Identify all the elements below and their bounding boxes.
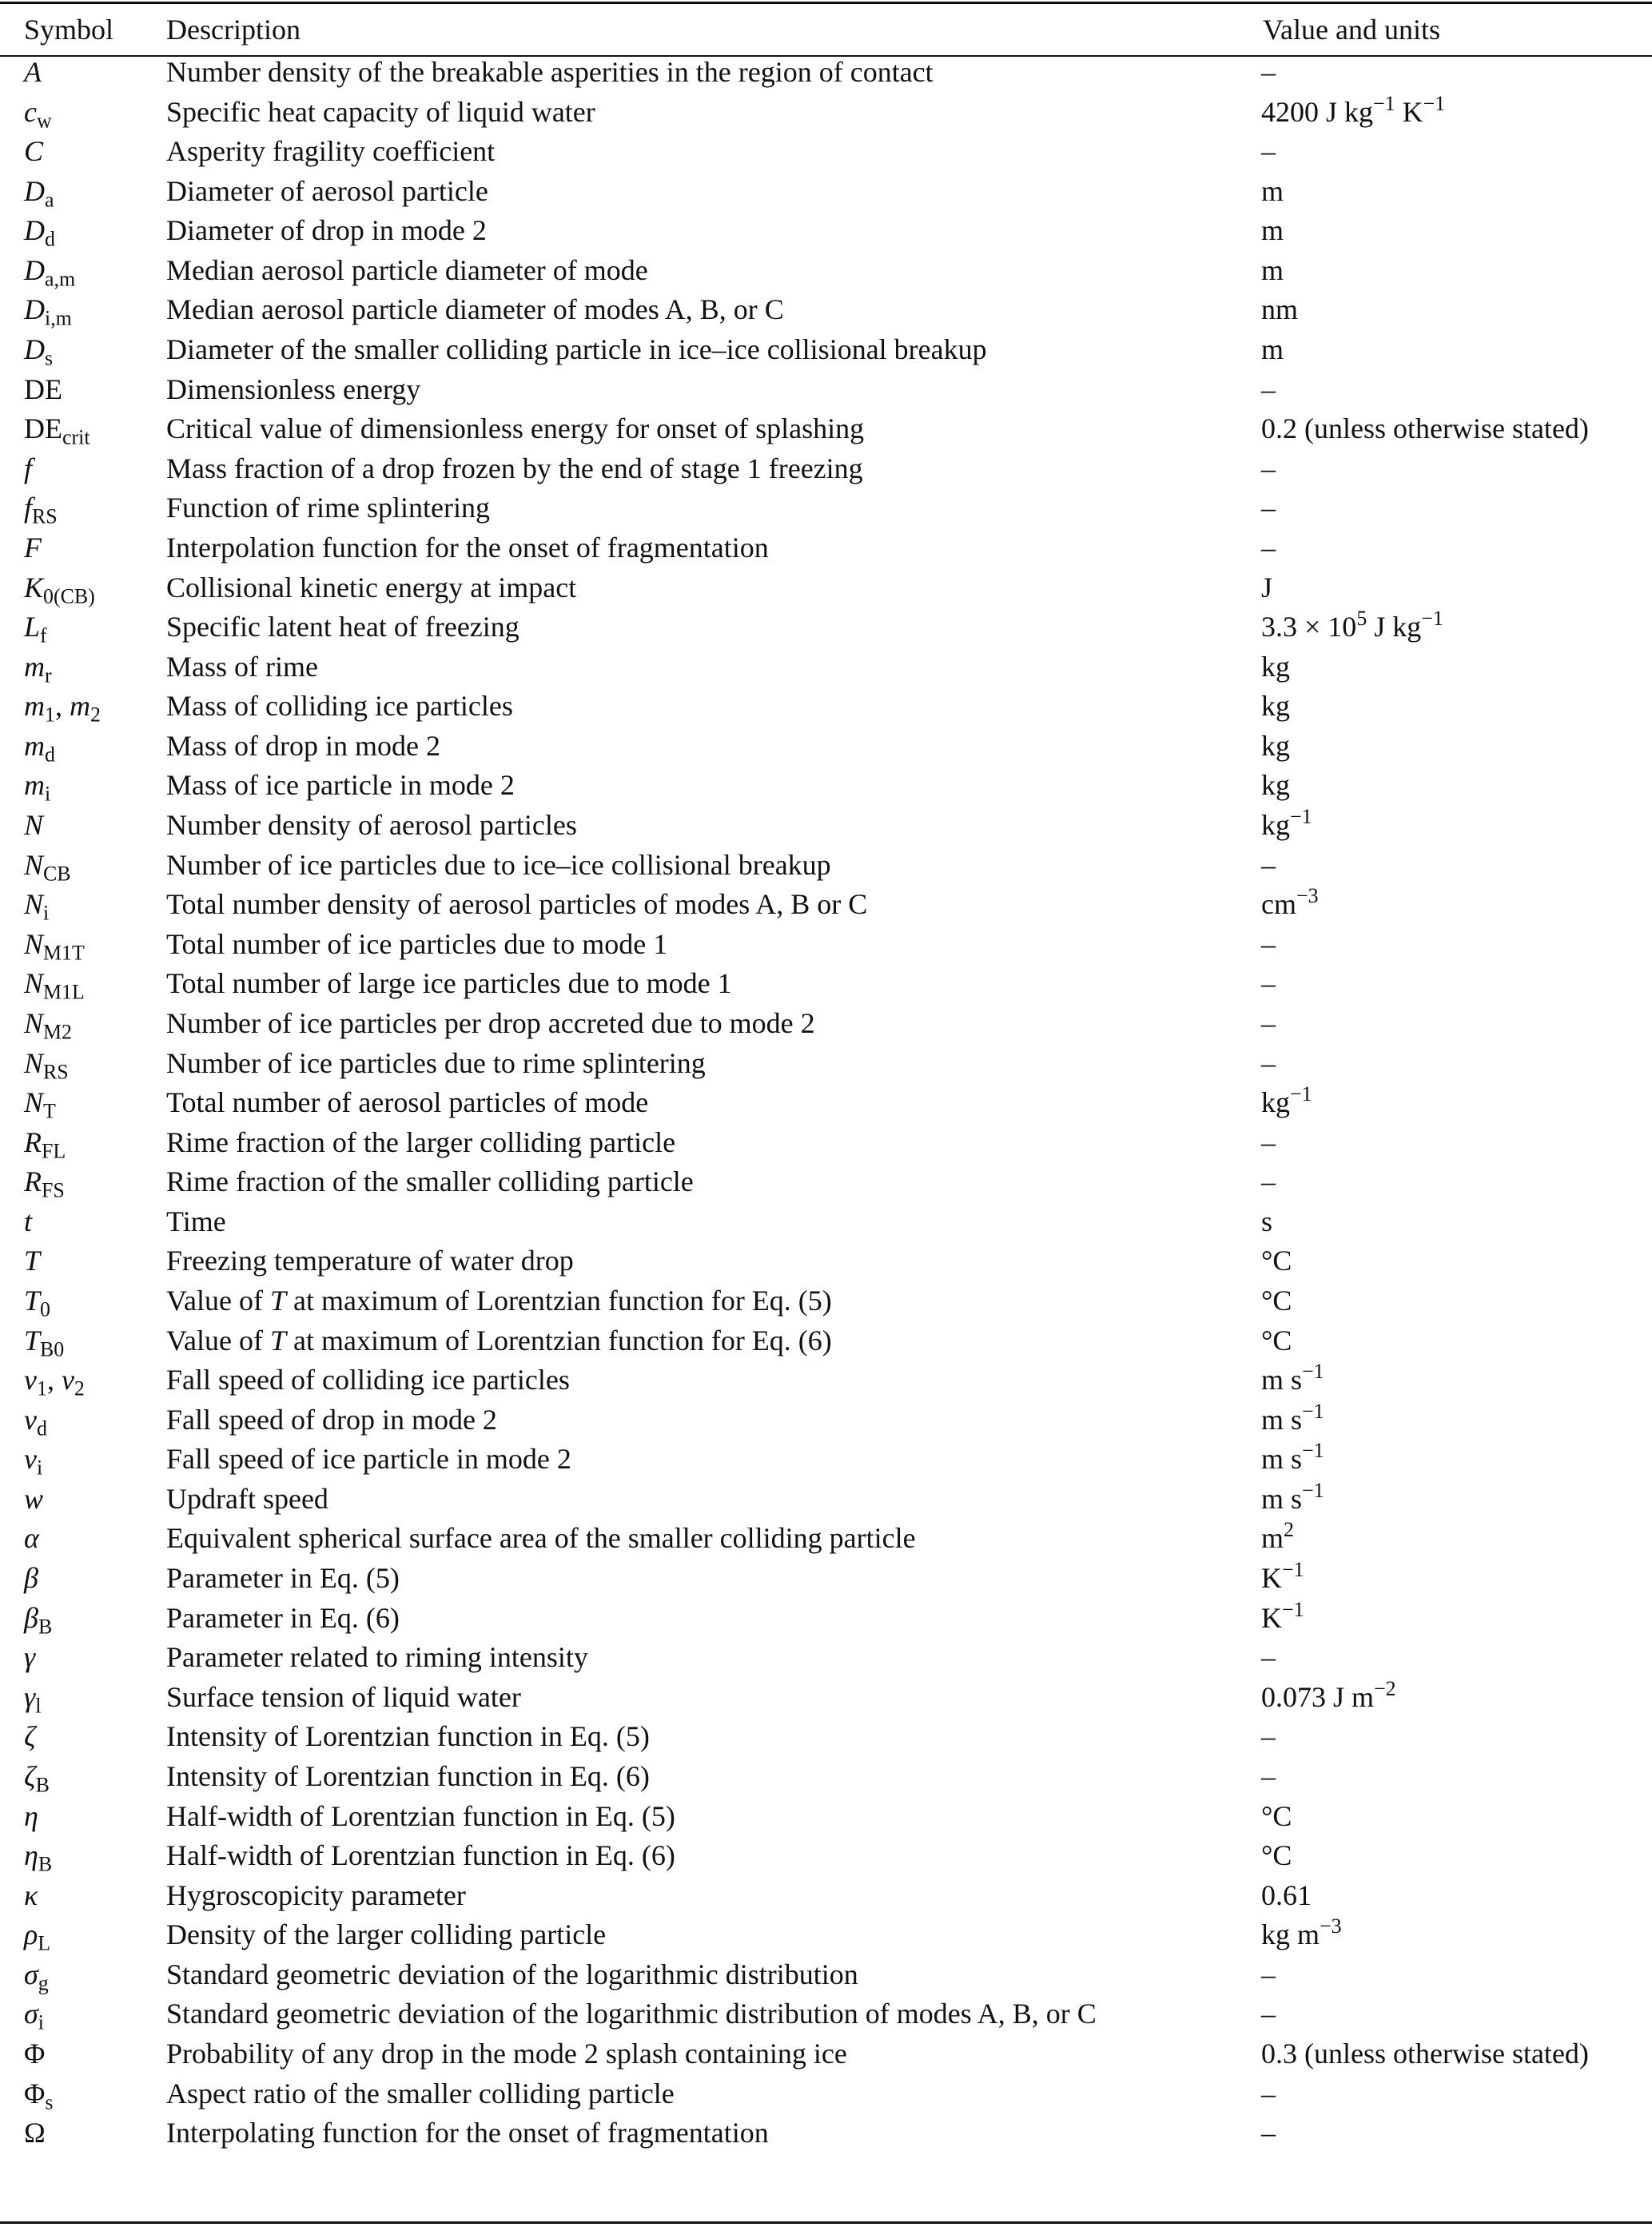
row-description: Half-width of Lorentzian function in Eq. (5) xyxy=(166,1799,675,1832)
row-symbol: $R_{FL}$ xyxy=(24,1125,66,1162)
row-value: – xyxy=(1261,531,1276,564)
table-row xyxy=(0,924,1652,964)
table-row xyxy=(0,369,1652,409)
row-value: kg xyxy=(1261,769,1290,802)
row-value: m $s^{-1}$ xyxy=(1261,1478,1324,1515)
table-row xyxy=(0,1122,1652,1162)
row-value: $cm^{-3}$ xyxy=(1261,883,1319,921)
row-symbol: $v_i$ xyxy=(24,1443,43,1480)
row-description: Total number of ice particles due to mode 1 xyxy=(166,927,668,960)
row-symbol: N xyxy=(24,809,44,842)
row-description: Updraft speed xyxy=(166,1482,328,1515)
row-symbol: $N_T$ xyxy=(24,1086,56,1123)
row-value: m xyxy=(1261,253,1284,286)
row-value: – xyxy=(1261,452,1276,484)
row-symbol: $T_{B0}$ xyxy=(24,1324,65,1361)
table-row xyxy=(0,805,1652,845)
row-value: – xyxy=(1261,1759,1276,1792)
row-value: nm xyxy=(1261,293,1299,326)
row-description: Intensity of Lorentzian function in Eq. (6) xyxy=(166,1759,650,1792)
header-description: Description xyxy=(166,14,301,46)
table-row xyxy=(0,408,1652,448)
row-description: Number density of the breakable asperities in the region of contact xyxy=(166,56,933,88)
row-description: Parameter related to riming intensity xyxy=(166,1641,588,1674)
row-value: – xyxy=(1261,135,1276,168)
table-row xyxy=(0,845,1652,885)
table-row xyxy=(0,1835,1652,1875)
row-symbol: Ω xyxy=(24,2117,46,2149)
table-row xyxy=(0,2113,1652,2153)
row-symbol: F xyxy=(24,531,42,564)
row-symbol: $m_r$ xyxy=(24,650,52,687)
row-value: – xyxy=(1261,1720,1276,1753)
table-row xyxy=(0,171,1652,211)
row-symbol: $m_d$ xyxy=(24,729,55,767)
row-description: Standard geometric deviation of the logarithmic distribution xyxy=(166,1958,858,1990)
row-description: Median aerosol particle diameter of mode xyxy=(166,253,648,286)
row-description: Total number of large ice particles due to mode 1 xyxy=(166,967,732,1000)
row-value: – xyxy=(1261,2077,1276,2109)
table-row xyxy=(0,131,1652,171)
row-symbol: $v_1$, $v_2$ xyxy=(24,1364,85,1400)
row-symbol: $N_i$ xyxy=(24,888,50,925)
row-description: Parameter in Eq. (6) xyxy=(166,1601,400,1634)
row-value: 0.61 xyxy=(1261,1878,1312,1911)
table-row xyxy=(0,1518,1652,1558)
table-row xyxy=(0,1201,1652,1241)
row-value: $kg^{-1}$ xyxy=(1261,1082,1312,1119)
row-value: – xyxy=(1261,1165,1276,1198)
row-symbol: κ xyxy=(24,1878,38,1911)
row-description: Rime fraction of the larger colliding particle xyxy=(166,1125,676,1158)
row-description: Standard geometric deviation of the logarithmic distribution of modes A, B, or C xyxy=(166,1998,1097,2030)
table-row xyxy=(0,1954,1652,1994)
table-row xyxy=(0,1994,1652,2034)
row-symbol: t xyxy=(24,1205,33,1237)
row-symbol: $m_i$ xyxy=(24,769,51,806)
row-symbol: $N_{M2}$ xyxy=(24,1006,73,1044)
row-symbol: $DE_{crit}$ xyxy=(24,412,90,449)
header-symbol: Symbol xyxy=(24,14,114,46)
row-value: °C xyxy=(1261,1839,1292,1872)
table-row xyxy=(0,2034,1652,2074)
row-description: Asperity fragility coefficient xyxy=(166,135,496,168)
row-description: Rime fraction of the smaller colliding particle xyxy=(166,1165,694,1198)
row-description: Density of the larger colliding particle xyxy=(166,1918,607,1951)
row-value: °C xyxy=(1261,1799,1292,1832)
row-description: Half-width of Lorentzian function in Eq. (6) xyxy=(166,1839,675,1872)
row-symbol: $c_w$ xyxy=(24,95,52,132)
table-row xyxy=(0,726,1652,766)
row-description: Hygroscopicity parameter xyxy=(166,1878,466,1911)
row-value: kg $m^{-3}$ xyxy=(1261,1914,1342,1951)
row-symbol: $\eta_B$ xyxy=(24,1839,53,1876)
table-row xyxy=(0,52,1652,92)
table-row xyxy=(0,2074,1652,2113)
row-symbol: $m_1$, $m_2$ xyxy=(24,690,101,727)
row-description: Value of T at maximum of Lorentzian function for Eq. (6) xyxy=(166,1324,832,1357)
row-symbol: ζ xyxy=(24,1720,36,1753)
table-row xyxy=(0,884,1652,924)
row-value: s xyxy=(1261,1205,1273,1237)
row-symbol: β xyxy=(24,1562,38,1595)
row-symbol: w xyxy=(24,1482,44,1515)
row-description: Specific latent heat of freezing xyxy=(166,611,519,643)
table-row xyxy=(0,1914,1652,1954)
row-symbol: $\sigma_g$ xyxy=(24,1958,49,1995)
table-row xyxy=(0,1796,1652,1836)
table-row xyxy=(0,329,1652,369)
row-description: Number of ice particles due to ice–ice collisional breakup xyxy=(166,848,831,881)
row-value: J xyxy=(1261,571,1273,604)
table-row xyxy=(0,1281,1652,1321)
row-symbol: $f_{RS}$ xyxy=(24,492,58,528)
row-symbol: $\gamma_l$ xyxy=(24,1680,42,1718)
row-value: $kg^{-1}$ xyxy=(1261,804,1312,842)
row-value: – xyxy=(1261,1006,1276,1039)
row-value: 4200 J $kg^{-1}$ $K^{-1}$ xyxy=(1261,91,1446,128)
row-description: Specific heat capacity of liquid water xyxy=(166,95,595,128)
row-value: m xyxy=(1261,174,1284,207)
row-symbol: $K_{0(CB)}$ xyxy=(24,571,95,608)
table-row xyxy=(0,1716,1652,1756)
row-value: °C xyxy=(1261,1284,1292,1317)
row-symbol: γ xyxy=(24,1641,36,1674)
header-value-units: Value and units xyxy=(1263,14,1440,46)
table-row xyxy=(0,1360,1652,1400)
row-description: Fall speed of drop in mode 2 xyxy=(166,1403,497,1436)
row-description: Collisional kinetic energy at impact xyxy=(166,571,577,604)
row-value: – xyxy=(1261,492,1276,524)
table-row xyxy=(0,647,1652,687)
row-value: – xyxy=(1261,848,1276,881)
row-description: Number of ice particles due to rime splintering xyxy=(166,1046,706,1079)
row-symbol: DE xyxy=(24,372,62,405)
row-description: Mass fraction of a drop frozen by the end of stage 1 freezing xyxy=(166,452,863,484)
row-description: Surface tension of liquid water xyxy=(166,1680,521,1713)
row-symbol: $T_0$ xyxy=(24,1284,50,1321)
row-description: Function of rime splintering xyxy=(166,492,490,524)
table-row xyxy=(0,1756,1652,1796)
row-value: $3.3 \times 10^5$ J $kg^{-1}$ xyxy=(1261,606,1443,643)
row-description: Diameter of aerosol particle xyxy=(166,174,488,207)
row-symbol: $\beta_B$ xyxy=(24,1601,53,1638)
row-description: Number of ice particles per drop accreted due to mode 2 xyxy=(166,1006,815,1039)
row-symbol: $N_{RS}$ xyxy=(24,1046,69,1083)
row-description: Mass of rime xyxy=(166,650,318,683)
row-description: Mass of drop in mode 2 xyxy=(166,729,440,762)
row-value: – xyxy=(1261,372,1276,405)
row-description: Aspect ratio of the smaller colliding particle xyxy=(166,2077,675,2109)
row-symbol: $N_{M1L}$ xyxy=(24,967,85,1004)
row-symbol: $\sigma_i$ xyxy=(24,1998,44,2034)
table-header xyxy=(0,10,1652,50)
row-description: Equivalent spherical surface area of the smaller colliding particle xyxy=(166,1522,916,1555)
row-symbol: $D_a$ xyxy=(24,174,54,211)
row-symbol: $L_f$ xyxy=(24,611,47,647)
row-description: Value of T at maximum of Lorentzian function for Eq. (5) xyxy=(166,1284,832,1317)
row-symbol: $D_s$ xyxy=(24,333,54,370)
row-description: Fall speed of ice particle in mode 2 xyxy=(166,1443,571,1476)
row-value: – xyxy=(1261,967,1276,1000)
row-description: Critical value of dimensionless energy for onset of splashing xyxy=(166,412,865,445)
row-value: – xyxy=(1261,1958,1276,1990)
table-row xyxy=(0,210,1652,250)
row-description: Mass of colliding ice particles xyxy=(166,690,513,723)
table-row xyxy=(0,289,1652,329)
row-symbol: Φ xyxy=(24,2038,46,2070)
row-value: – xyxy=(1261,2117,1276,2149)
table-row xyxy=(0,765,1652,805)
row-description: Interpolation function for the onset of fragmentation xyxy=(166,531,769,564)
row-description: Mass of ice particle in mode 2 xyxy=(166,769,515,802)
row-symbol: $\rho_L$ xyxy=(24,1918,51,1955)
row-description: Median aerosol particle diameter of modes A, B, or C xyxy=(166,293,784,326)
table-row xyxy=(0,1082,1652,1122)
row-symbol: C xyxy=(24,135,44,168)
row-symbol: η xyxy=(24,1799,38,1832)
row-value: 0.2 (unless otherwise stated) xyxy=(1261,412,1589,445)
top-rule xyxy=(0,2,1652,4)
table-row xyxy=(0,1400,1652,1440)
row-description: Number density of aerosol particles xyxy=(166,809,577,842)
row-symbol: $R_{FS}$ xyxy=(24,1165,65,1202)
table-row xyxy=(0,92,1652,132)
row-value: 0.3 (unless otherwise stated) xyxy=(1261,2038,1589,2070)
row-symbol: T xyxy=(24,1245,41,1277)
table-row xyxy=(0,1241,1652,1281)
bottom-rule xyxy=(0,2221,1652,2224)
table-row xyxy=(0,1161,1652,1201)
row-description: Time xyxy=(166,1205,226,1237)
row-value: $m^2$ xyxy=(1261,1518,1294,1555)
row-value: – xyxy=(1261,1998,1276,2030)
table-row xyxy=(0,686,1652,726)
row-symbol: α xyxy=(24,1522,39,1555)
table-row xyxy=(0,1439,1652,1479)
row-symbol: $D_{a,m}$ xyxy=(24,253,76,291)
row-value: m $s^{-1}$ xyxy=(1261,1359,1324,1396)
row-description: Dimensionless energy xyxy=(166,372,421,405)
row-value: kg xyxy=(1261,690,1290,723)
table-row xyxy=(0,1637,1652,1677)
row-symbol: $v_d$ xyxy=(24,1403,47,1440)
row-value: °C xyxy=(1261,1324,1292,1357)
table-row xyxy=(0,1043,1652,1083)
row-symbol: A xyxy=(24,56,42,88)
table-row xyxy=(0,1003,1652,1043)
row-value: kg xyxy=(1261,729,1290,762)
row-symbol: $D_{i,m}$ xyxy=(24,293,72,330)
row-description: Probability of any drop in the mode 2 splash containing ice xyxy=(166,2038,847,2070)
row-value: – xyxy=(1261,927,1276,960)
row-value: m $s^{-1}$ xyxy=(1261,1439,1324,1476)
row-description: Diameter of drop in mode 2 xyxy=(166,214,487,247)
row-value: m xyxy=(1261,214,1284,247)
row-description: Total number of aerosol particles of mode xyxy=(166,1086,649,1119)
row-value: 0.073 J $m^{-2}$ xyxy=(1261,1676,1396,1713)
row-value: kg xyxy=(1261,650,1290,683)
row-description: Intensity of Lorentzian function in Eq. (5) xyxy=(166,1720,650,1753)
table-row xyxy=(0,528,1652,568)
row-description: Interpolating function for the onset of fragmentation xyxy=(166,2117,769,2149)
table-row xyxy=(0,250,1652,290)
row-value: $K^{-1}$ xyxy=(1261,1597,1304,1634)
row-value: $K^{-1}$ xyxy=(1261,1557,1304,1595)
row-symbol: $N_{CB}$ xyxy=(24,848,71,885)
row-description: Total number density of aerosol particles of modes A, B or C xyxy=(166,888,868,921)
table-row xyxy=(0,488,1652,528)
row-value: – xyxy=(1261,56,1276,88)
row-description: Fall speed of colliding ice particles xyxy=(166,1364,570,1396)
table-row xyxy=(0,568,1652,608)
row-value: – xyxy=(1261,1125,1276,1158)
row-value: m xyxy=(1261,333,1284,366)
table-row xyxy=(0,1321,1652,1361)
row-symbol: $D_d$ xyxy=(24,214,55,251)
row-description: Diameter of the smaller colliding particle in ice–ice collisional breakup xyxy=(166,333,987,366)
table-row xyxy=(0,1875,1652,1915)
row-description: Parameter in Eq. (5) xyxy=(166,1562,400,1595)
row-value: – xyxy=(1261,1046,1276,1079)
row-symbol: $\zeta_B$ xyxy=(24,1759,50,1797)
row-value: °C xyxy=(1261,1245,1292,1277)
table-row xyxy=(0,1677,1652,1717)
row-value: – xyxy=(1261,1641,1276,1674)
table-row xyxy=(0,448,1652,488)
table-row xyxy=(0,607,1652,647)
table-row xyxy=(0,963,1652,1003)
row-symbol: $\Phi_s$ xyxy=(24,2077,54,2113)
table-row xyxy=(0,1479,1652,1519)
row-symbol: f xyxy=(24,452,33,484)
table-row xyxy=(0,1558,1652,1598)
row-value: m $s^{-1}$ xyxy=(1261,1399,1324,1436)
table-row xyxy=(0,1598,1652,1638)
row-description: Freezing temperature of water drop xyxy=(166,1245,574,1277)
row-symbol: $N_{M1T}$ xyxy=(24,927,85,964)
